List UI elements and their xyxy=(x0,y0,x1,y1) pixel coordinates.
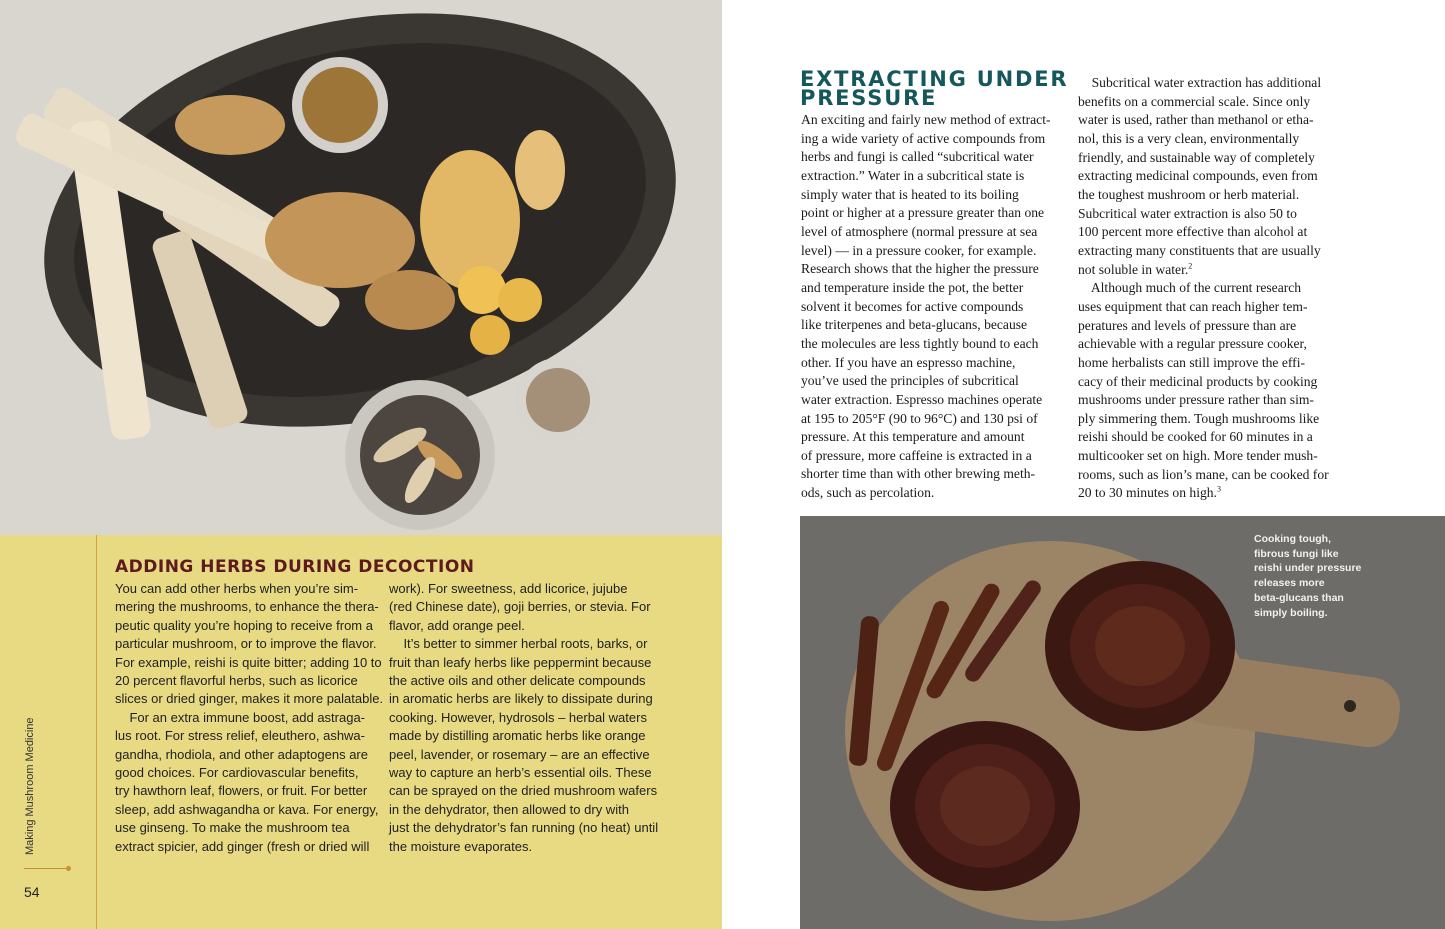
caption-line: simply boiling. xyxy=(1254,606,1328,619)
article-line: water is used, rather than methanol or etha- xyxy=(1078,112,1314,128)
article-line: Subcritical water extraction is also 50 to xyxy=(1078,205,1297,221)
caption-line: Cooking tough, xyxy=(1254,533,1331,545)
sidebar-line: extract spicier, add ginger (fresh or dried will xyxy=(115,838,370,854)
article-title xyxy=(800,67,1069,110)
article-line: ply simmering them. Tough mushrooms like xyxy=(1078,410,1320,426)
sidebar-line: use ginseng. To make the mushroom tea xyxy=(115,820,350,836)
article-line: the toughest mushroom or herb material. xyxy=(1078,186,1300,202)
article-line: friendly, and sustainable way of completely xyxy=(1078,149,1315,165)
article-line-text: not soluble in water. xyxy=(1078,261,1189,277)
article-line: level of atmosphere (normal pressure at sea xyxy=(801,223,1038,239)
article-line: ing a wide variety of active compounds from xyxy=(801,130,1046,146)
article-line: ods, such as percolation. xyxy=(801,485,935,501)
herbs-bowl-illustration xyxy=(0,0,722,535)
herbs-bowl-photo xyxy=(0,0,722,535)
caption-line: fibrous fungi like xyxy=(1254,547,1339,560)
article-title-line: EXTRACTING UNDER xyxy=(800,67,1069,91)
article-title-line: PRESSURE xyxy=(800,86,938,110)
sidebar-line: fruit than leafy herbs like peppermint because xyxy=(389,654,652,670)
article-line: solvent it becomes for active compounds xyxy=(801,298,1024,314)
sidebar-heading: ADDING HERBS DURING DECOCTION xyxy=(115,557,475,577)
sidebar-line: slices or dried ginger, makes it more palatable. xyxy=(115,691,384,707)
sidebar-line: 20 percent flavorful herbs, such as licorice xyxy=(115,673,358,689)
article-line: Research shows that the higher the pressure xyxy=(801,261,1039,277)
article-line: like triterpenes and beta-glucans, because xyxy=(801,317,1028,333)
article-line xyxy=(1078,484,1340,503)
article-line: uses equipment that can reach higher tem- xyxy=(1078,298,1308,314)
article-line: of pressure, more caffeine is extracted in a xyxy=(801,447,1032,463)
caption-line: reishi under pressure xyxy=(1254,562,1362,575)
article-line: pressure. At this temperature and amount xyxy=(801,429,1025,445)
sidebar-line: sleep, add ashwagandha or kava. For energy, xyxy=(115,801,379,817)
article-line: achievable with a regular pressure cooker, xyxy=(1078,336,1307,352)
article-line: level) — in a pressure cooker, for example. xyxy=(801,242,1037,258)
sidebar-line: mering the mushrooms, to enhance the thera- xyxy=(115,599,379,615)
page-number: 54 xyxy=(24,884,40,900)
article-line xyxy=(1078,261,1340,280)
article-line: mushrooms under pressure rather than sim- xyxy=(1078,392,1314,408)
article-line: 100 percent more effective than alcohol at xyxy=(1078,224,1308,240)
sidebar-line: way to capture an herb’s essential oils. These xyxy=(389,765,652,781)
sidebar-column-2 xyxy=(389,580,659,856)
sidebar-line: lus root. For stress relief, eleuthero, ashwa- xyxy=(115,728,365,744)
sidebar-line: (red Chinese date), goji berries, or stevia. For xyxy=(389,599,651,615)
sidebar-line: in aromatic herbs are likely to dissipate during xyxy=(389,691,653,707)
sidebar-line: For example, reishi is quite bitter; adding 10 to xyxy=(115,654,382,670)
folio-rule xyxy=(24,868,70,869)
article-line: nol, this is a very clean, environmentally xyxy=(1078,130,1300,146)
article-line: benefits on a commercial scale. Since only xyxy=(1078,93,1311,109)
sidebar-line: just the dehydrator’s fan running (no heat) until xyxy=(389,820,659,836)
article-line: extracting medicinal compounds, even from xyxy=(1078,168,1318,184)
article-line: point or higher at a pressure greater than one xyxy=(801,205,1045,221)
article-line: water extraction. Espresso machines operate xyxy=(801,391,1043,407)
sidebar-line: cooking. However, hydrosols – herbal waters xyxy=(389,709,647,725)
sidebar-line: peutic quality you’re hoping to receive from a xyxy=(115,617,373,633)
sidebar-divider xyxy=(96,535,97,929)
sidebar-line: try hawthorn leaf, flowers, or fruit. For better xyxy=(115,783,368,799)
sidebar-line: made by distilling aromatic herbs like orange xyxy=(389,728,646,744)
sidebar-line: good choices. For cardiovascular benefits, xyxy=(115,765,359,781)
article-line: other. If you have an espresso machine, xyxy=(801,354,1016,370)
sidebar-line: can be sprayed on the dried mushroom wafers xyxy=(389,783,658,799)
sidebar-line: the moisture evaporates. xyxy=(389,838,533,854)
photo-caption xyxy=(1254,532,1374,620)
article-column-1 xyxy=(801,111,1056,503)
article-line: simply water that is heated to its boiling xyxy=(801,186,1019,202)
article-line: multicooker set on high. More tender mush- xyxy=(1078,448,1318,464)
footnote-ref: 3 xyxy=(1216,484,1221,494)
sidebar-line: For an extra immune boost, add astraga- xyxy=(115,709,366,725)
article-line: rooms, such as lion’s mane, can be cooked for xyxy=(1078,466,1329,482)
sidebar-line: You can add other herbs when you’re sim- xyxy=(115,581,359,596)
sidebar-line: peel, lavender, or rosemary – are an effective xyxy=(389,746,650,762)
article-line-text: 20 to 30 minutes on high. xyxy=(1078,485,1217,501)
sidebar-line: flavor, add orange peel. xyxy=(389,617,525,633)
sidebar-line: gandha, rhodiola, and other adaptogens are xyxy=(115,746,368,762)
sidebar-line: the active oils and other delicate compounds xyxy=(389,673,646,689)
article-line: Although much of the current research xyxy=(1078,280,1302,296)
article-line: reishi should be cooked for 60 minutes in a xyxy=(1078,429,1313,445)
article-line: extracting many constituents that are usually xyxy=(1078,242,1321,258)
article-line: you’ve used the principles of subcritical xyxy=(801,373,1019,389)
article-line: extraction.” Water in a subcritical state is xyxy=(801,167,1025,183)
caption-line: releases more xyxy=(1254,577,1325,590)
article-line: the molecules are less tightly bound to each xyxy=(801,335,1039,351)
article-line: peratures and levels of pressure than are xyxy=(1078,317,1297,333)
footnote-ref: 2 xyxy=(1188,261,1193,271)
article-line: shorter time than with other brewing meth- xyxy=(801,466,1036,482)
sidebar-line: work). For sweetness, add licorice, jujube xyxy=(389,581,628,596)
sidebar-line: in the dehydrator, then allowed to dry with xyxy=(389,801,629,817)
article-line: An exciting and fairly new method of extract- xyxy=(801,112,1051,127)
article-line: at 195 to 205°F (90 to 96°C) and 130 psi of xyxy=(801,410,1038,426)
article-line: home herbalists can still improve the effi- xyxy=(1078,354,1306,370)
article-line: cacy of their medicinal products by cooking xyxy=(1078,373,1318,389)
article-line: Subcritical water extraction has additional xyxy=(1078,75,1322,90)
sidebar-line: particular mushroom, or to improve the flavor. xyxy=(115,636,377,652)
sidebar-column-1 xyxy=(115,580,384,856)
sidebar-line: It’s better to simmer herbal roots, barks, or xyxy=(389,636,648,652)
article-line: and temperature inside the pot, the better xyxy=(801,279,1024,295)
folio-dot xyxy=(66,866,71,871)
article-line: herbs and fungi is called “subcritical water xyxy=(801,149,1034,165)
caption-line: beta-glucans than xyxy=(1254,591,1344,604)
article-column-2 xyxy=(1078,74,1340,503)
